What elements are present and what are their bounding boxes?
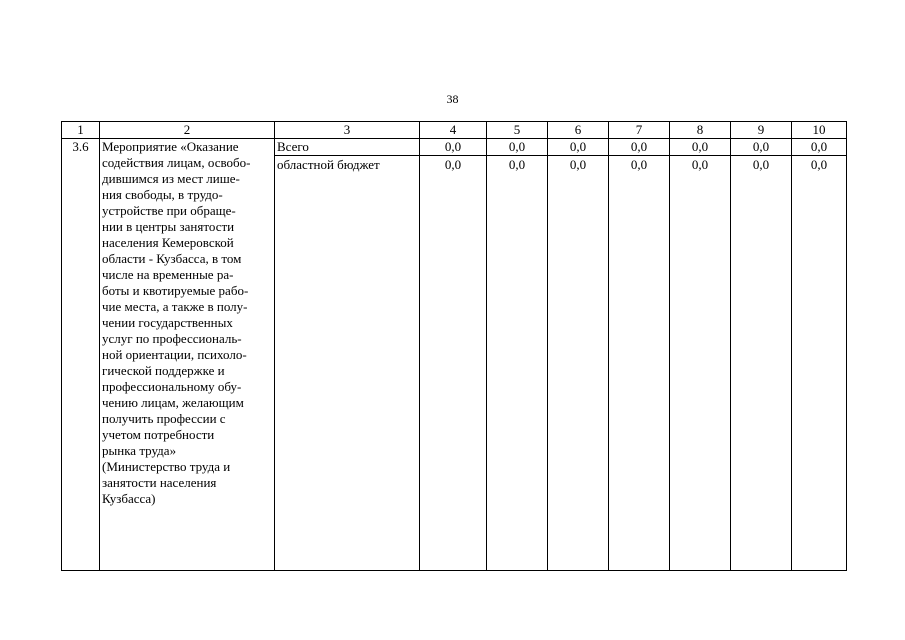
description-line: рынка труда» bbox=[102, 443, 177, 458]
value-cell: 0,0 bbox=[731, 156, 792, 571]
page-number: 38 bbox=[446, 92, 459, 106]
row-description bbox=[100, 139, 275, 571]
description-line: населения Кемеровской bbox=[102, 235, 234, 250]
description-line: содействия лицам, освобо- bbox=[102, 155, 251, 170]
description-line: (Министерство труда и bbox=[102, 459, 231, 474]
value-cell: 0,0 bbox=[548, 156, 609, 571]
header-cell-1: 1 bbox=[62, 122, 100, 139]
description-line: чению лицам, желающим bbox=[102, 395, 244, 410]
description-line: области - Кузбасса, в том bbox=[102, 251, 242, 266]
value-cell: 0,0 bbox=[487, 156, 548, 571]
header-cell-5: 5 bbox=[487, 122, 548, 139]
source-label-total: Всего bbox=[275, 139, 420, 156]
header-cell-2: 2 bbox=[100, 122, 275, 139]
description-line: занятости населения bbox=[102, 475, 217, 490]
source-label-regional-budget: областной бюджет bbox=[275, 156, 420, 571]
value-cell: 0,0 bbox=[670, 139, 731, 156]
header-cell-7: 7 bbox=[609, 122, 670, 139]
description-line: числе на временные ра- bbox=[102, 267, 234, 282]
table-row bbox=[62, 139, 847, 156]
value-cell: 0,0 bbox=[792, 139, 847, 156]
description-line: профессиональному обу- bbox=[102, 379, 242, 394]
description-line: чении государственных bbox=[102, 315, 233, 330]
description-line: чие места, а также в полу- bbox=[102, 299, 248, 314]
description-line: дившимся из мест лише- bbox=[102, 171, 240, 186]
value-cell: 0,0 bbox=[731, 139, 792, 156]
value-cell: 0,0 bbox=[792, 156, 847, 571]
description-line: ния свободы, в трудо- bbox=[102, 187, 223, 202]
row-number: 3.6 bbox=[62, 139, 100, 571]
value-cell: 0,0 bbox=[420, 139, 487, 156]
description-line: устройстве при обраще- bbox=[102, 203, 236, 218]
value-cell: 0,0 bbox=[670, 156, 731, 571]
description-line: учетом потребности bbox=[102, 427, 215, 442]
description-line: боты и квотируемые рабо- bbox=[102, 283, 249, 298]
value-cell: 0,0 bbox=[487, 139, 548, 156]
header-cell-9: 9 bbox=[731, 122, 792, 139]
header-cell-10: 10 bbox=[792, 122, 847, 139]
header-cell-6: 6 bbox=[548, 122, 609, 139]
description-line: гической поддержке и bbox=[102, 363, 225, 378]
description-line: получить профессии с bbox=[102, 411, 226, 426]
value-cell: 0,0 bbox=[609, 139, 670, 156]
value-cell: 0,0 bbox=[548, 139, 609, 156]
description-line: ной ориентации, психоло- bbox=[102, 347, 247, 362]
description-line: услуг по профессиональ- bbox=[102, 331, 242, 346]
header-cell-8: 8 bbox=[670, 122, 731, 139]
description-line: Кузбасса) bbox=[102, 491, 156, 506]
description-line: нии в центры занятости bbox=[102, 219, 235, 234]
description-line: Мероприятие «Оказание bbox=[102, 139, 239, 154]
header-cell-4: 4 bbox=[420, 122, 487, 139]
value-cell: 0,0 bbox=[420, 156, 487, 571]
header-row bbox=[62, 122, 847, 139]
value-cell: 0,0 bbox=[609, 156, 670, 571]
funding-table bbox=[61, 121, 847, 571]
header-cell-3: 3 bbox=[275, 122, 420, 139]
